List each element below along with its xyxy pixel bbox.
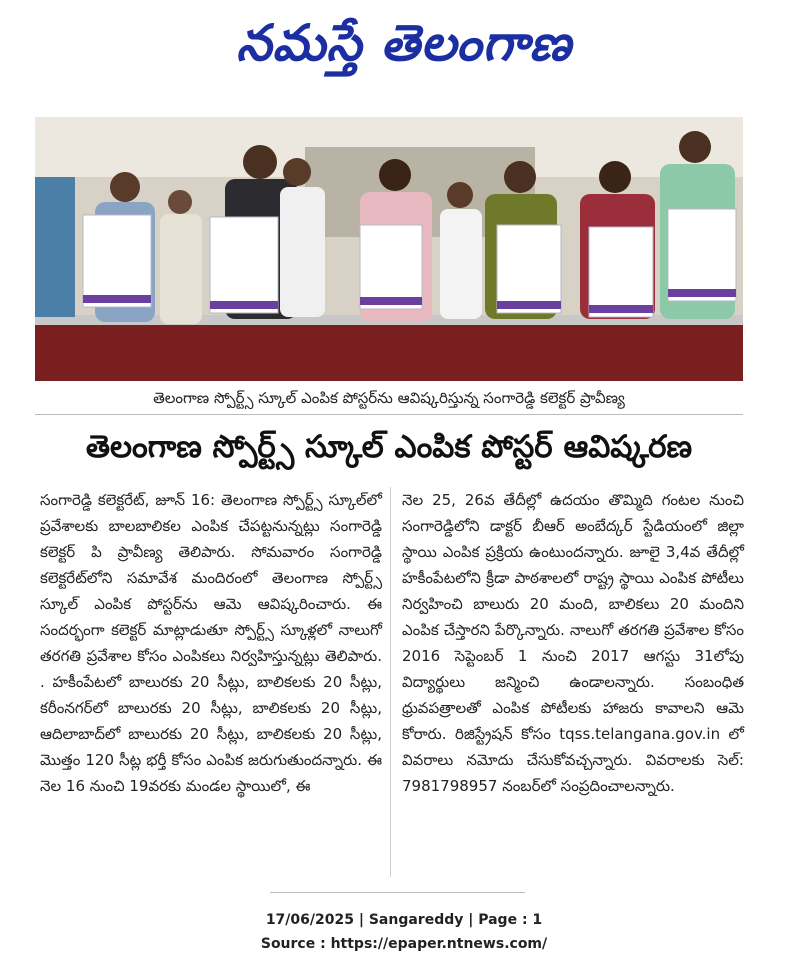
- article-column-2: [402, 487, 744, 799]
- news-photo: [35, 117, 743, 381]
- masthead: [0, 0, 808, 86]
- footer-date-line: 17/06/2025 | Sangareddy | Page : 1: [265, 912, 543, 928]
- article-text-column-2: నెల 25, 26వ తేదీల్లో ఉదయం తొమ్మిది గంటల నుంచి సంగారెడ్డిలోని డాక్టర్ బీఆర్ అంబేద్కర్ స్టేడియంలో జిల్లా స్థాయి ఎంపిక ప్రక్రియ ఉంటుందన్నారు. జూలై 3,4వ తేదీల్లో హకీంపేటలోని క్రీడా పాఠశాలలో రాష్ట్ర స్థాయి ఎంపిక పోటీలు నిర్వహించి బాలురు 20 మంది, బాలికలు 20 మందిని ఎంపిక చేస్తారని పేర్కొన్నారు. నాలుగో తరగతి ప్రవేశాల కోసం 2016 సెప్టెంబర్ 1 నుంచి 2017 ఆగస్టు 31లోపు విద్యార్థులు జన్మించి ఉండాలన్నారు. సంబంధిత ధ్రువపత్రాలతో ఎంపిక పోటీలకు హాజరు కావాలని ఆమె కోరారు. రిజిస్ట్రేషన్ కోసం tqss.telangana.gov.in లో వివరాలు నమోదు చేసుకోవచ్చన్నారు. వివరాలకు సెల్: 7981798957 నంబర్‌లో సంప్రదించాలన్నారు.: [402, 491, 744, 795]
- column-divider: [390, 487, 391, 877]
- footer-rule: [270, 892, 525, 893]
- photo-illustration: [35, 117, 743, 381]
- article-headline: తెలంగాణ స్పోర్ట్స్ స్కూల్ ఎంపిక పోస్టర్ ఆవిష్కరణ: [85, 429, 693, 465]
- caption-rule: [35, 414, 743, 415]
- footer-source-line: Source : https://epaper.ntnews.com/: [260, 936, 548, 952]
- article-column-1: [40, 487, 382, 799]
- photo-caption: తెలంగాణ స్పోర్ట్స్ స్కూల్ ఎంపిక పోస్టర్‌ను ఆవిష్కరిస్తున్న సంగారెడ్డి కలెక్టర్ ప్రావీణ్య: [153, 389, 625, 407]
- article-text-column-1: సంగారెడ్డి కలెక్టరేట్, జూన్ 16: తెలంగాణ స్పోర్ట్స్ స్కూల్‌లో ప్రవేశాలకు బాలబాలికల ఎంపిక చేపట్టనున్నట్లు సంగారెడ్డి కలెక్టర్ పి ప్రావీణ్య తెలిపారు. సోమవారం సంగారెడ్డి కలెక్టరేట్‌లోని సమావేశ మందిరంలో తెలంగాణ స్పోర్ట్స్ స్కూల్ ఎంపిక పోస్టర్‌ను ఆమె ఆవిష్కరించారు. ఈ సందర్భంగా కలెక్టర్ మాట్లాడుతూ స్పోర్ట్స్ స్కూళ్లలో నాలుగో తరగతి ప్రవేశాల కోసం ఎంపికలు నిర్వహిస్తున్నట్లు తెలిపారు. . హకీంపేటలో బాలురకు 20 సీట్లు, బాలికలకు 20 సీట్లు, కరీంనగర్‌లో బాలురకు 20 సీట్లు, బాలికలకు 20 సీట్లు, ఆదిలాబాద్‌లో బాలురకు 20 సీట్లు, బాలికలకు 20 సీట్లు, మొత్తం 120 సీట్ల భర్తీ కోసం ఎంపిక జరుగుతుందన్నారు. ఈ నెల 16 నుంచి 19వరకు మండల స్థాయిలో, ఈ: [40, 491, 382, 795]
- newspaper-logo: నమస్తే తెలంగాణ: [236, 13, 572, 72]
